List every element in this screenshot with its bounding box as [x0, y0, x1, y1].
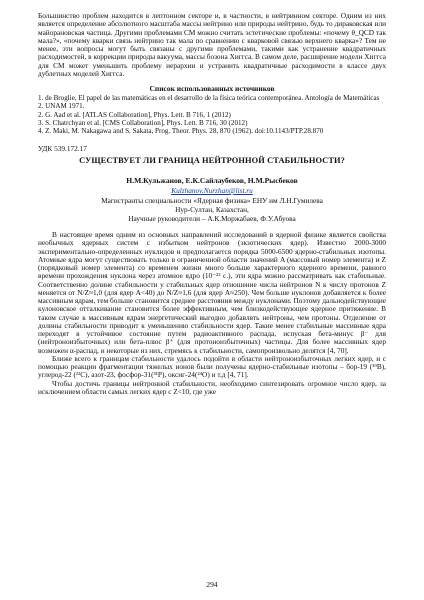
- article-authors: Н.М.Кульжанов, Е.К.Сайлаубеков, Н.М.Рысбеков: [126, 175, 298, 185]
- affiliation-line: Магистранты специальности «Ядерная физика» ЕНУ им Л.Н.Гумилева: [101, 195, 323, 205]
- author-affiliation: [38, 196, 386, 223]
- supervisors-line: Научные руководители – А.К.Моржабаев, Ф.У.Абуова: [128, 214, 296, 224]
- intro-text: Большинство проблем находится в лептонном секторе и, в частности, в нейтринном секторе. Одним из них является определение абсолютного масштаба массы нейтрино или природы нейтрино, будь то дираковская или майорановская частица. Другими проблемами СМ можно считать эстетические проблемы: «почему θ_QCD так мала?», «почему кварки связь нейтрино так мала по сравнению с кварковой связью верхнего кварка»? Тем не менее, эти вопросы могут быть связаны с другими проблемами, такими как устранение квадратичных расходимостей, в коррекции природы вакуума, массы бозона Хиггса. В самом деле, расширение модели Хиггса для СМ может уменьшить проблему иерархии и устранить квадратичные расходимости в классе двух дублетных моделей Хиггса.: [38, 11, 386, 79]
- intro-paragraph: [38, 12, 386, 78]
- affiliation-city: Нур-Султан, Казахстан,: [175, 204, 249, 214]
- author-email-link[interactable]: Kulzhanov.Nurzhan@list.ru: [171, 185, 253, 195]
- references-title: Список использованных источников: [149, 84, 275, 94]
- reference-item: 1. de Broglie, El papel de las matemáticas en el desarrollo de la física teórica contemporánea. Antología de Matemáticas 2. UNAM 1971.: [38, 94, 380, 111]
- reference-item: 2. G. Aad et al. [ATLAS Collaboration], Phys. Lett. B 716, 1 (2012): [38, 110, 231, 119]
- references-list: [38, 94, 386, 134]
- udc-code: УДК 539.172.17: [38, 143, 87, 153]
- article-title: СУЩЕСТВУЕТ ЛИ ГРАНИЦА НЕЙТРОННОЙ СТАБИЛЬНОСТИ?: [79, 155, 345, 165]
- body-paragraph: Ближе всего к границам стабильности удалось подойти в области нейтроноизбыточных легких ядер, и с помощью реакции фрагментации тяжелых ионов были получены ядерно-стабильные изотопы – бор-19 (¹⁹B), углерод-22 (²²C), азот-23, фосфор-31(³¹P), оксиг-24(²⁴O) и т.д [4, 71].: [38, 353, 386, 380]
- page-number: 294: [206, 580, 218, 589]
- article-body: [38, 231, 386, 396]
- body-paragraph: Чтобы достичь границы нейтронной стабильности, необходимо синтезировать огромное число ядер, за исключением области самых легких ядер с Z<10, где уже: [38, 378, 386, 396]
- reference-item: 3. S. Chatrchyan et al. [CMS Collaboration], Phys. Lett. B 716, 30 (2012): [38, 118, 248, 127]
- reference-item: 4. Z. Maki, M. Nakagawa and S. Sakata, Prog. Theor. Phys. 28, 870 (1962). doi:10.1143/PTP.28.870: [38, 126, 324, 135]
- body-paragraph: В настоящее время одним из основных направлений исследований в ядерной физике является свойства необычных ядерных систем с избытком нейтронов (экзотических ядер). Известно 2000-3000 экспериментально-определенных нуклидов и предполагается порядка 5000-6500 ядерно-стабильных изотопы. Атомные ядра могут существовать только в ограниченной области значений A (массовый номер элемента) и Z (порядковый номер элемента) со временем жизни много больше характерного ядерного времени, равного времени прохождения нуклона через атомное ядро (10⁻²² с.), эти ядра можно рассматривать как стабильные. Соответственно долине стабильности у стабильных ядер отношение числа нейтронов N к числу протонов Z меняется от N/Z≈1,0 (для ядер A<40) до N/Z≈1,6 (для ядер A≈250). Чем больше нуклонов добавляется к более массивным ядрам, тем больше становится среднее расстояния между нуклонами. Поэтому дальнодействующие кулоновское отталкивание становится более эффективным, чем близкодействующее ядерное притяжение. В таком случае к массивным ядрам энергетический выгодно добавлять нейтроны, чем протоны. Отделение от долины стабильности приводит к уменьшению стабильности ядер. Такие менее стабильные массивные ядра переходят в устойчивое состояние путем радиоактивного распада, испуская бета-минус β⁻ для (нейтроноизбыточных) или бета-плюс β⁺ (для протоноизбыточных) частицы. Для более массивных ядер возможен α-распад, и некоторые из них, стремясь к стабильности, самопроизвольно делятся [4, 70].: [38, 230, 386, 355]
